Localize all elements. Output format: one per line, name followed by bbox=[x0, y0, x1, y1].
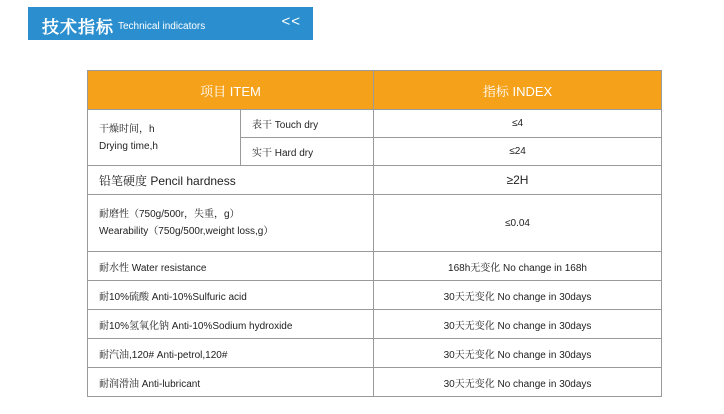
wearability-label-zh: 耐磨性（750g/500r，失重，g） bbox=[99, 209, 240, 220]
pencil-hardness-label: 铅笔硬度 Pencil hardness bbox=[88, 166, 374, 195]
table-header-row bbox=[88, 71, 662, 110]
sulfuric-acid-label: 耐10%硫酸 Anti-10%Sulfuric acid bbox=[88, 281, 374, 310]
table-row bbox=[88, 110, 662, 138]
double-chevron-icon[interactable]: << bbox=[281, 13, 301, 30]
table-row bbox=[88, 310, 662, 339]
hard-dry-value: ≤24 bbox=[374, 138, 662, 166]
technical-indicators-table bbox=[87, 70, 662, 397]
wearability-label bbox=[88, 195, 374, 252]
drying-time-label bbox=[88, 110, 241, 166]
table-row bbox=[88, 195, 662, 252]
wearability-value: ≤0.04 bbox=[374, 195, 662, 252]
hard-dry-label: 实干 Hard dry bbox=[241, 138, 374, 166]
table-row bbox=[88, 281, 662, 310]
petrol-value: 30天无变化 No change in 30days bbox=[374, 339, 662, 368]
sodium-hydroxide-value: 30天无变化 No change in 30days bbox=[374, 310, 662, 339]
table-row bbox=[88, 368, 662, 397]
drying-time-label-zh: 干燥时间，h bbox=[99, 123, 155, 135]
touch-dry-value: ≤4 bbox=[374, 110, 662, 138]
section-header bbox=[28, 7, 313, 40]
section-title-zh: 技术指标 bbox=[42, 18, 114, 37]
column-header-index: 指标 INDEX bbox=[374, 71, 662, 110]
petrol-label: 耐汽油,120# Anti-petrol,120# bbox=[88, 339, 374, 368]
water-resistance-label: 耐水性 Water resistance bbox=[88, 252, 374, 281]
lubricant-value: 30天无变化 No change in 30days bbox=[374, 368, 662, 397]
table-row bbox=[88, 252, 662, 281]
lubricant-label: 耐润滑油 Anti-lubricant bbox=[88, 368, 374, 397]
sodium-hydroxide-label: 耐10%氢氧化钠 Anti-10%Sodium hydroxide bbox=[88, 310, 374, 339]
section-title-en: Technical indicators bbox=[118, 21, 206, 32]
table-row bbox=[88, 166, 662, 195]
table-row bbox=[88, 339, 662, 368]
water-resistance-value: 168h无变化 No change in 168h bbox=[374, 252, 662, 281]
wearability-label-en: Wearability（750g/500r,weight loss,g） bbox=[99, 226, 274, 237]
pencil-hardness-value: ≥2H bbox=[374, 166, 662, 195]
sulfuric-acid-value: 30天无变化 No change in 30days bbox=[374, 281, 662, 310]
drying-time-label-en: Drying time,h bbox=[99, 140, 158, 152]
column-header-item: 项目 ITEM bbox=[88, 71, 374, 110]
touch-dry-label: 表干 Touch dry bbox=[241, 110, 374, 138]
